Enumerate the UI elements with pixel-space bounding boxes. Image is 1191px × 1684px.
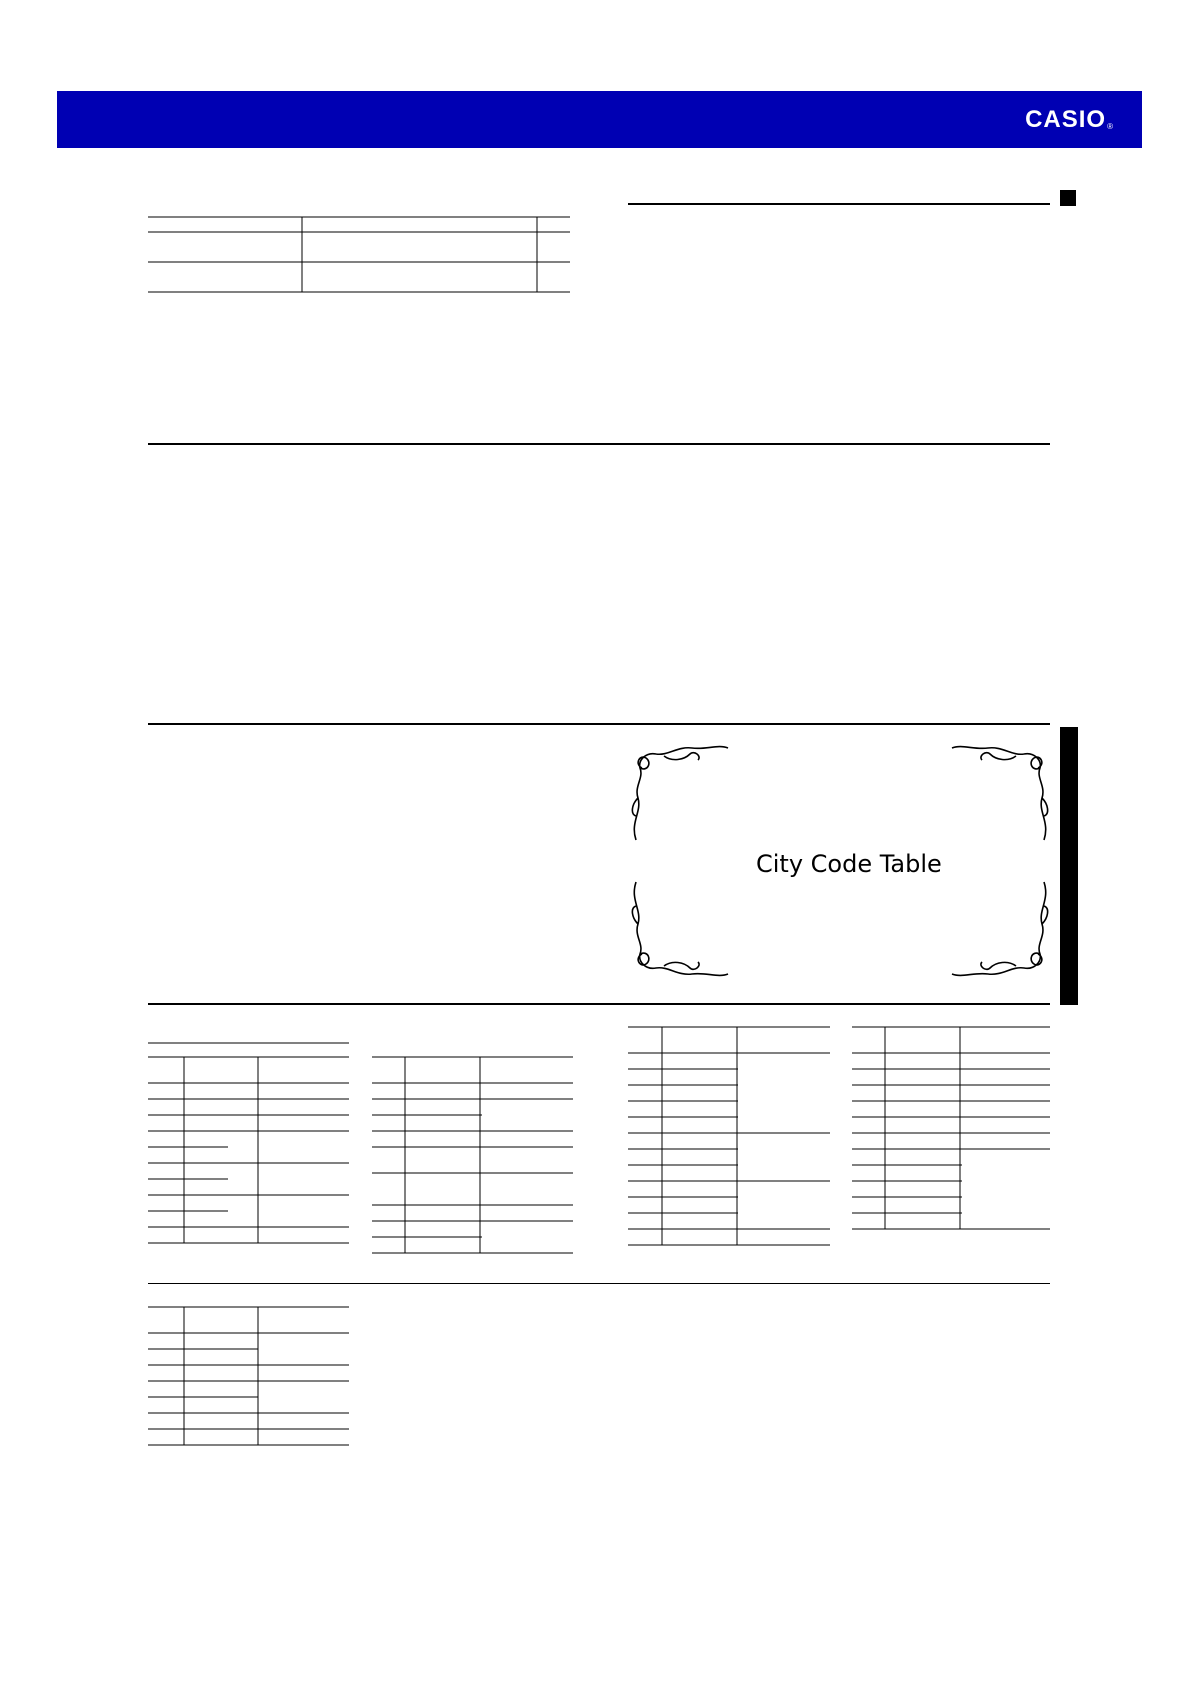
registered-mark: ® xyxy=(1107,122,1114,131)
flourish-bottom-left xyxy=(628,878,732,980)
brand-name: CASIO xyxy=(1025,106,1107,133)
section-marker-square xyxy=(1060,190,1076,206)
header-banner xyxy=(57,91,1142,148)
cover-title: City Code Table xyxy=(756,850,942,878)
section-rule-4 xyxy=(148,1283,1050,1284)
side-index-tab xyxy=(1060,727,1078,1005)
flourish-top-right xyxy=(948,742,1052,844)
city-table-5 xyxy=(148,1306,352,1448)
city-table-1 xyxy=(148,1042,352,1247)
flourish-bottom-right xyxy=(948,878,1052,980)
casio-logo xyxy=(1025,108,1114,139)
city-table-3 xyxy=(628,1026,832,1250)
section-rule-right-top xyxy=(628,203,1050,205)
city-table-4 xyxy=(852,1026,1056,1234)
flourish-top-left xyxy=(628,742,732,844)
spec-table xyxy=(148,216,572,296)
section-rule-2 xyxy=(148,723,1050,725)
section-rule-3 xyxy=(148,1003,1050,1005)
city-table-2 xyxy=(372,1042,576,1256)
section-rule-1 xyxy=(148,443,1050,445)
